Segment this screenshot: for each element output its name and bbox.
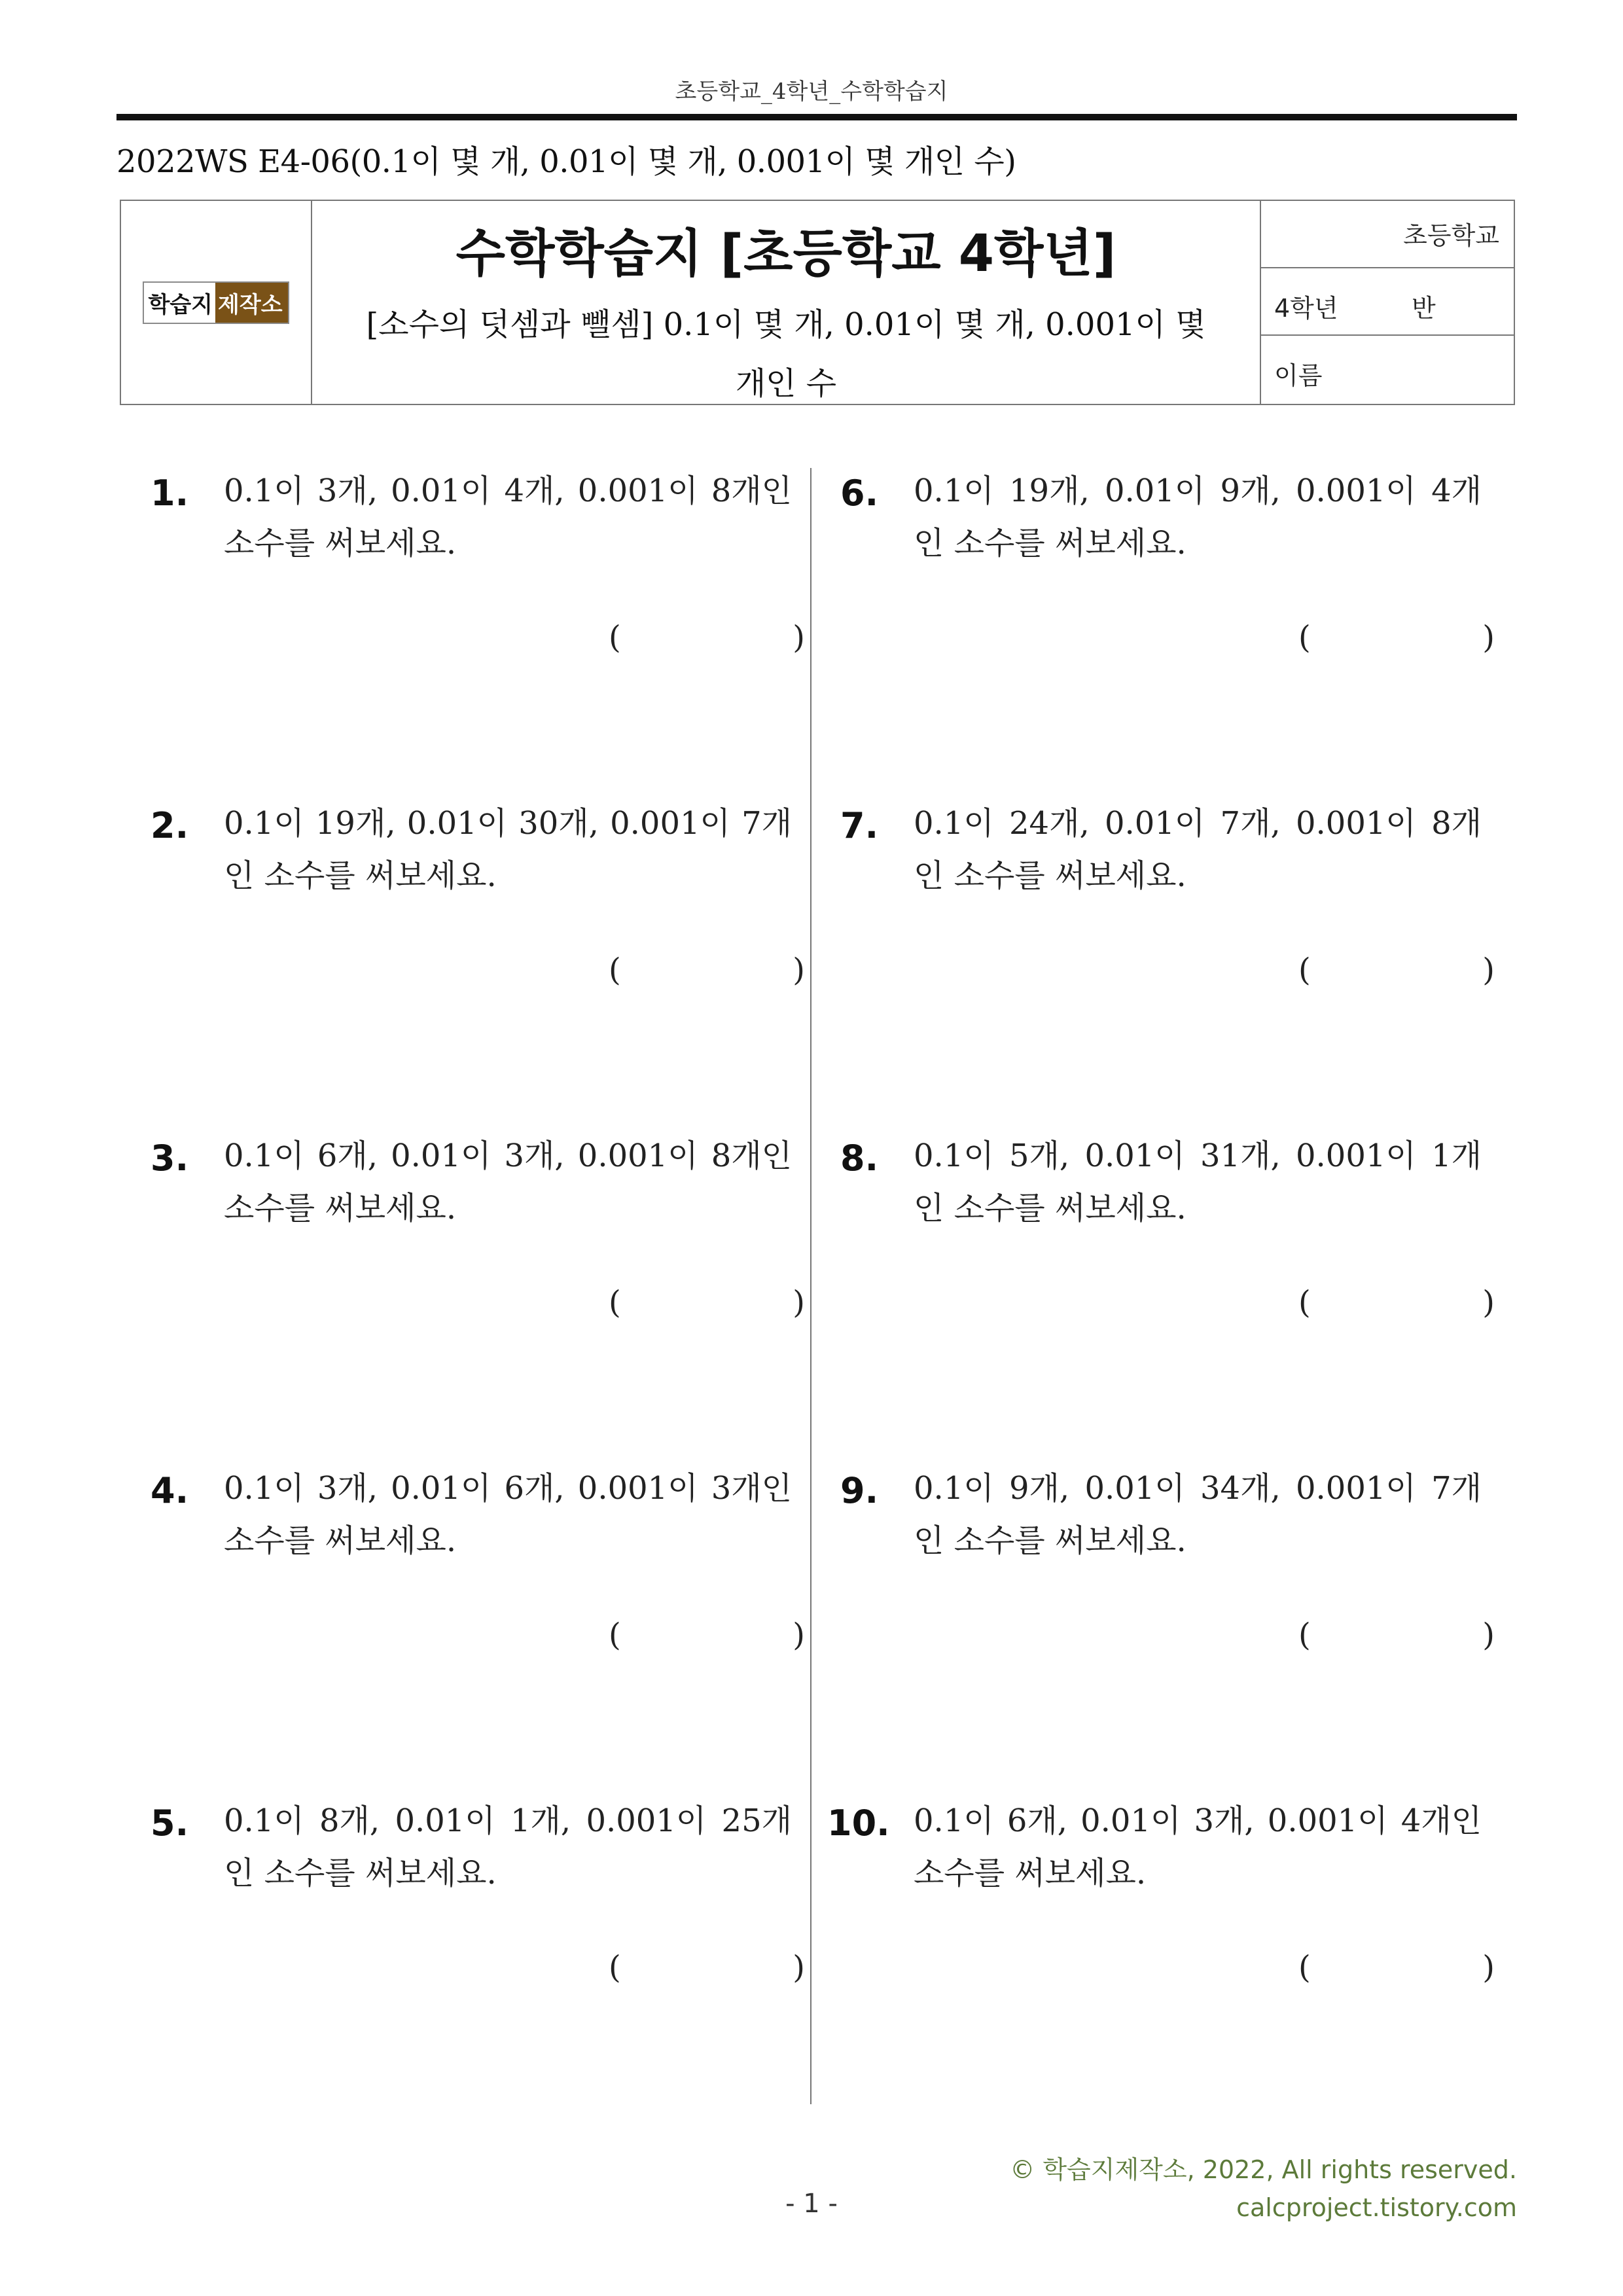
logo xyxy=(143,281,289,324)
problem-number: 6. xyxy=(840,473,879,514)
header-table xyxy=(120,200,1515,405)
document-code: 2022WS E4-06(0.1이 몇 개, 0.01이 몇 개, 0.001이 몇 개인 수) xyxy=(116,143,1016,180)
answer-blank[interactable]: ( ) xyxy=(609,1949,805,1986)
problem-text: 0.1이 19개, 0.01이 9개, 0.001이 4개인 소수를 써보세요. xyxy=(914,473,1482,562)
problem-number: 2. xyxy=(151,805,189,846)
answer-blank[interactable]: ( ) xyxy=(1298,1617,1495,1653)
problem-text: 0.1이 3개, 0.01이 6개, 0.001이 3개인 소수를 써보세요. xyxy=(224,1470,792,1559)
title-cell xyxy=(312,201,1261,404)
name-label: 이름 xyxy=(1274,361,1323,390)
student-info xyxy=(1261,201,1514,404)
problem-number: 3. xyxy=(151,1138,189,1179)
problem-number: 5. xyxy=(151,1803,189,1844)
problem-number: 1. xyxy=(151,473,189,514)
answer-blank[interactable]: ( ) xyxy=(1298,619,1495,656)
answer-blank[interactable]: ( ) xyxy=(1298,1284,1495,1321)
grade-label: 4학년 xyxy=(1274,294,1338,323)
grade-class-field[interactable] xyxy=(1261,268,1514,336)
problem-number: 4. xyxy=(151,1470,189,1511)
class-label: 반 xyxy=(1412,294,1436,323)
answer-blank[interactable]: ( ) xyxy=(609,952,805,988)
answer-blank[interactable]: ( ) xyxy=(1298,952,1495,988)
problem-text: 0.1이 24개, 0.01이 7개, 0.001이 8개인 소수를 써보세요. xyxy=(914,805,1482,894)
problem-text: 0.1이 9개, 0.01이 34개, 0.001이 7개인 소수를 써보세요. xyxy=(914,1470,1482,1559)
problem-text: 0.1이 5개, 0.01이 31개, 0.001이 1개인 소수를 써보세요. xyxy=(914,1138,1482,1227)
copyright-text: © 학습지제작소, 2022, All rights reserved. xyxy=(1010,2155,1517,2184)
logo-text-2: 제작소 xyxy=(215,283,288,323)
logo-text-1: 학습지 xyxy=(144,283,215,323)
answer-blank[interactable]: ( ) xyxy=(609,1617,805,1653)
school-field[interactable] xyxy=(1261,201,1514,268)
problem-text: 0.1이 8개, 0.01이 1개, 0.001이 25개인 소수를 써보세요. xyxy=(224,1803,792,1892)
school-label: 초등학교 xyxy=(1403,221,1499,250)
answer-blank[interactable]: ( ) xyxy=(609,1284,805,1321)
running-head: 초등학교_4학년_수학학습지 xyxy=(675,79,948,105)
column-divider xyxy=(810,468,812,2104)
problem-number: 9. xyxy=(840,1470,879,1511)
problem-text: 0.1이 3개, 0.01이 4개, 0.001이 8개인 소수를 써보세요. xyxy=(224,473,792,562)
problem-number: 7. xyxy=(840,805,879,846)
name-field[interactable] xyxy=(1261,336,1514,403)
site-link[interactable]: calcproject.tistory.com xyxy=(1236,2193,1517,2222)
worksheet-subtitle: [소수의 덧셈과 뺄셈] 0.1이 몇 개, 0.01이 몇 개, 0.001이 몇 개인 수 xyxy=(366,306,1206,402)
problem-text: 0.1이 19개, 0.01이 30개, 0.001이 7개인 소수를 써보세요. xyxy=(224,805,792,894)
page-number: - 1 - xyxy=(785,2189,838,2219)
problem-number: 8. xyxy=(840,1138,879,1179)
problem-text: 0.1이 6개, 0.01이 3개, 0.001이 8개인 소수를 써보세요. xyxy=(224,1138,792,1227)
problem-number: 10. xyxy=(827,1803,890,1844)
logo-cell xyxy=(121,201,312,404)
worksheet-title: 수학학습지 [초등학교 4학년] xyxy=(455,224,1116,283)
answer-blank[interactable]: ( ) xyxy=(1298,1949,1495,1986)
answer-blank[interactable]: ( ) xyxy=(609,619,805,656)
problem-text: 0.1이 6개, 0.01이 3개, 0.001이 4개인 소수를 써보세요. xyxy=(914,1803,1482,1892)
top-rule xyxy=(116,114,1517,120)
